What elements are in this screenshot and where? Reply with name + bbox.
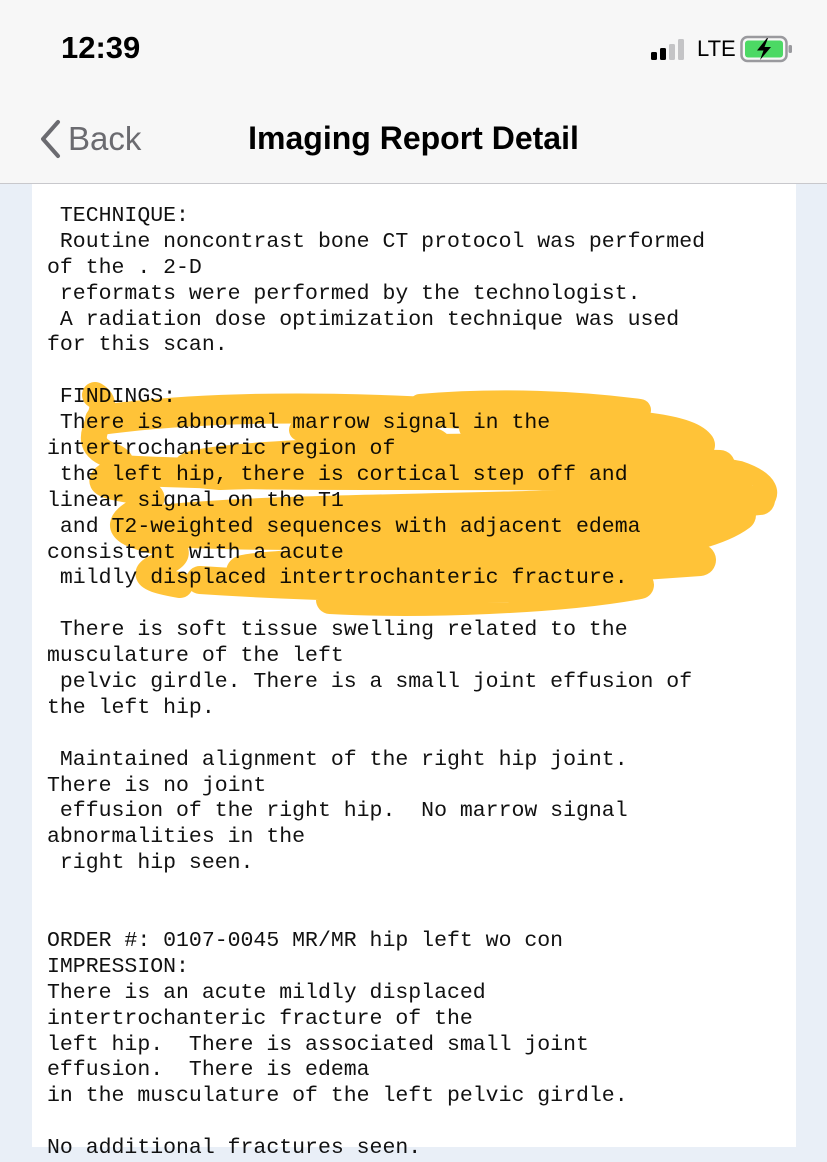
network-type-label: LTE	[697, 36, 736, 61]
report-blank-line	[47, 903, 705, 929]
report-line: effusion. There is edema	[47, 1058, 370, 1083]
navigation-bar	[0, 98, 827, 184]
report-line: pelvic girdle. There is a small joint effusion of	[47, 670, 693, 695]
report-line: musculature of the left	[47, 644, 344, 669]
report-line: A radiation dose optimization technique was used	[47, 307, 680, 332]
status-time: 12:39	[61, 30, 141, 65]
report-blank-line	[47, 1110, 705, 1136]
report-scroll-view[interactable]	[32, 184, 796, 1161]
battery-charging-icon	[740, 35, 794, 68]
report-line: of the . 2-D	[47, 255, 202, 280]
report-blank-line	[47, 722, 705, 748]
report-line: the left hip, there is cortical step off and	[47, 462, 628, 487]
report-line: linear signal on the T1	[47, 488, 344, 513]
report-line: mildly displaced intertrochanteric fracture.	[47, 566, 628, 591]
report-line: Maintained alignment of the right hip joint.	[47, 747, 628, 772]
report-line: consistent with a acute	[47, 540, 344, 565]
report-line: left hip. There is associated small joint	[47, 1032, 589, 1057]
back-button-label: Back	[68, 120, 142, 157]
report-line: reformats were performed by the technologist.	[47, 281, 641, 306]
report-blank-line	[47, 592, 705, 618]
report-line: FINDINGS:	[47, 385, 177, 410]
report-line: effusion of the right hip. No marrow signal	[47, 799, 628, 824]
report-line: for this scan.	[47, 333, 228, 358]
report-line: IMPRESSION:	[47, 954, 189, 979]
report-line: There is soft tissue swelling related to the	[47, 618, 628, 643]
report-line: There is no joint	[47, 773, 267, 798]
report-line: There is an acute mildly displaced	[47, 980, 486, 1005]
report-line: the left hip.	[47, 695, 215, 720]
report-line: in the musculature of the left pelvic girdle.	[47, 1084, 628, 1109]
report-line: No additional fractures seen.	[47, 1136, 422, 1161]
page-title: Imaging Report Detail	[248, 120, 579, 156]
report-text	[47, 204, 705, 1162]
report-line: intertrochanteric region of	[47, 437, 396, 462]
report-line: ORDER #: 0107-0045 MR/MR hip left wo con	[47, 928, 564, 953]
report-blank-line	[47, 359, 705, 385]
cellular-signal-icon	[651, 38, 691, 60]
report-line: There is abnormal marrow signal in the	[47, 411, 551, 436]
report-line: intertrochanteric fracture of the	[47, 1006, 473, 1031]
report-line: right hip seen.	[47, 851, 254, 876]
status-bar	[0, 0, 827, 98]
report-line: Routine noncontrast bone CT protocol was performed	[47, 229, 706, 254]
report-line: abnormalities in the	[47, 825, 306, 850]
report-line: and T2-weighted sequences with adjacent edema	[47, 514, 641, 539]
report-line: TECHNIQUE:	[47, 204, 189, 228]
report-blank-line	[47, 877, 705, 903]
